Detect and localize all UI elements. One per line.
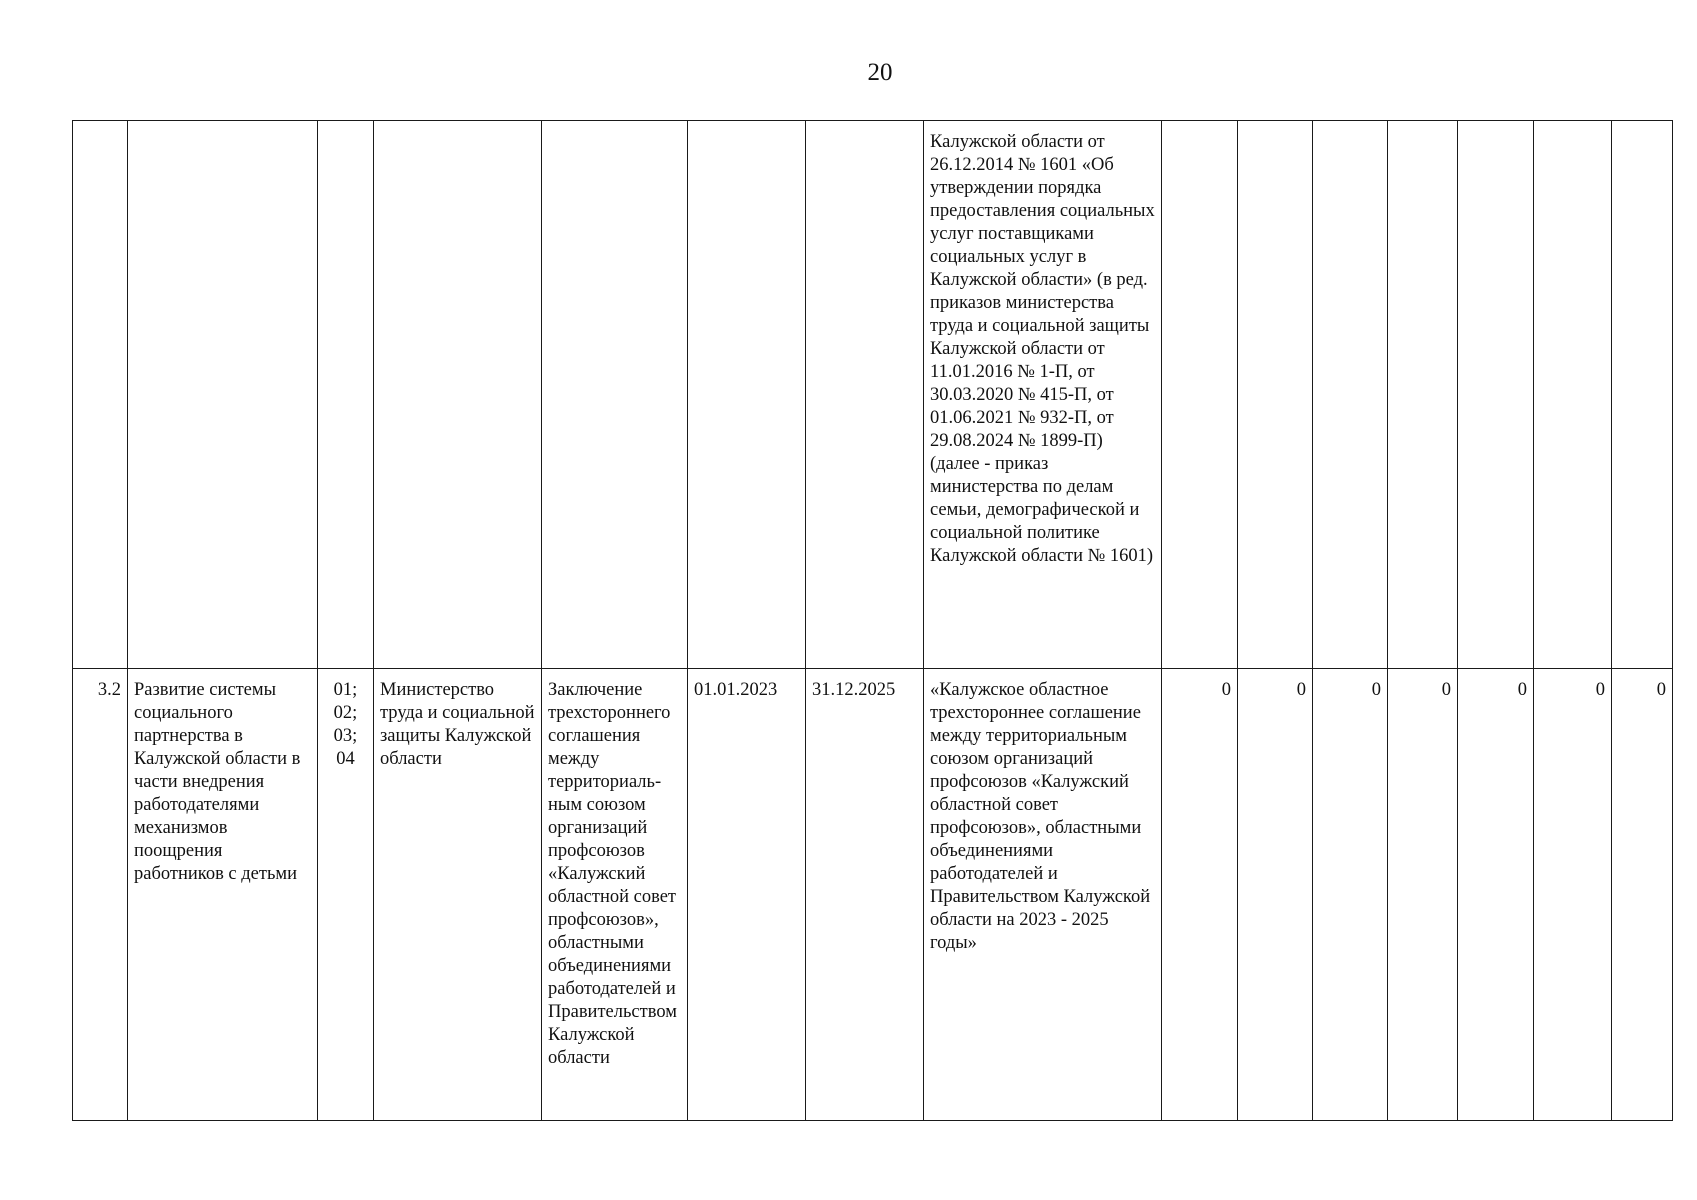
cell-value-3: 0 bbox=[1313, 669, 1388, 1121]
cell-name: Развитие системы социального партнерства в Калужской области в части внедрения работодателями механизмов поощрения работников с детьми bbox=[128, 669, 318, 1121]
page-number: 20 bbox=[867, 59, 893, 86]
cell-result bbox=[542, 121, 688, 669]
cell-end-date bbox=[806, 121, 924, 669]
cell-result: Заключение трехстороннего соглашения между территориаль-ным союзом организаций профсоюзов «Калужский областной совет профсоюзов», областными объединениями работодателей и Правительством Калужской области bbox=[542, 669, 688, 1121]
cell-value-5 bbox=[1458, 121, 1534, 669]
cell-codes bbox=[318, 121, 374, 669]
cell-value-4: 0 bbox=[1388, 669, 1458, 1121]
cell-value-4 bbox=[1388, 121, 1458, 669]
measures-table bbox=[72, 120, 1673, 1121]
table-row bbox=[73, 669, 1673, 1121]
cell-value-6: 0 bbox=[1534, 669, 1612, 1121]
cell-value-1 bbox=[1162, 121, 1238, 669]
cell-executor: Министерство труда и социальной защиты Калужской области bbox=[374, 669, 542, 1121]
cell-start-date: 01.01.2023 bbox=[688, 669, 806, 1121]
cell-value-7: 0 bbox=[1612, 669, 1673, 1121]
cell-value-7 bbox=[1612, 121, 1673, 669]
cell-value-6 bbox=[1534, 121, 1612, 669]
cell-value-2: 0 bbox=[1238, 669, 1313, 1121]
cell-start-date bbox=[688, 121, 806, 669]
cell-name bbox=[128, 121, 318, 669]
cell-value-3 bbox=[1313, 121, 1388, 669]
cell-index bbox=[73, 121, 128, 669]
cell-codes: 01; 02; 03; 04 bbox=[318, 669, 374, 1121]
cell-index: 3.2 bbox=[73, 669, 128, 1121]
cell-end-date: 31.12.2025 bbox=[806, 669, 924, 1121]
cell-executor bbox=[374, 121, 542, 669]
cell-value-2 bbox=[1238, 121, 1313, 669]
cell-legal-basis: Калужской области от 26.12.2014 № 1601 «Об утверждении порядка предоставления социальных услуг поставщиками социальных услуг в Калужской области» (в ред. приказов министерства труда и социальной защиты Калужской области от 11.01.2016 № 1-П, от 30.03.2020 № 415-П, от 01.06.2021 № 932-П, от 29.08.2024 № 1899-П) (далее - приказ министерства по делам семьи, демографической и социальной политике Калужской области № 1601) bbox=[924, 121, 1162, 669]
table-row bbox=[73, 121, 1673, 669]
cell-legal-basis: «Калужское областное трехстороннее соглашение между территориальным союзом организаций профсоюзов «Калужский областной совет профсоюзов», областными объединениями работодателей и Правительством Калужской области на 2023 - 2025 годы» bbox=[924, 669, 1162, 1121]
cell-value-1: 0 bbox=[1162, 669, 1238, 1121]
cell-value-5: 0 bbox=[1458, 669, 1534, 1121]
